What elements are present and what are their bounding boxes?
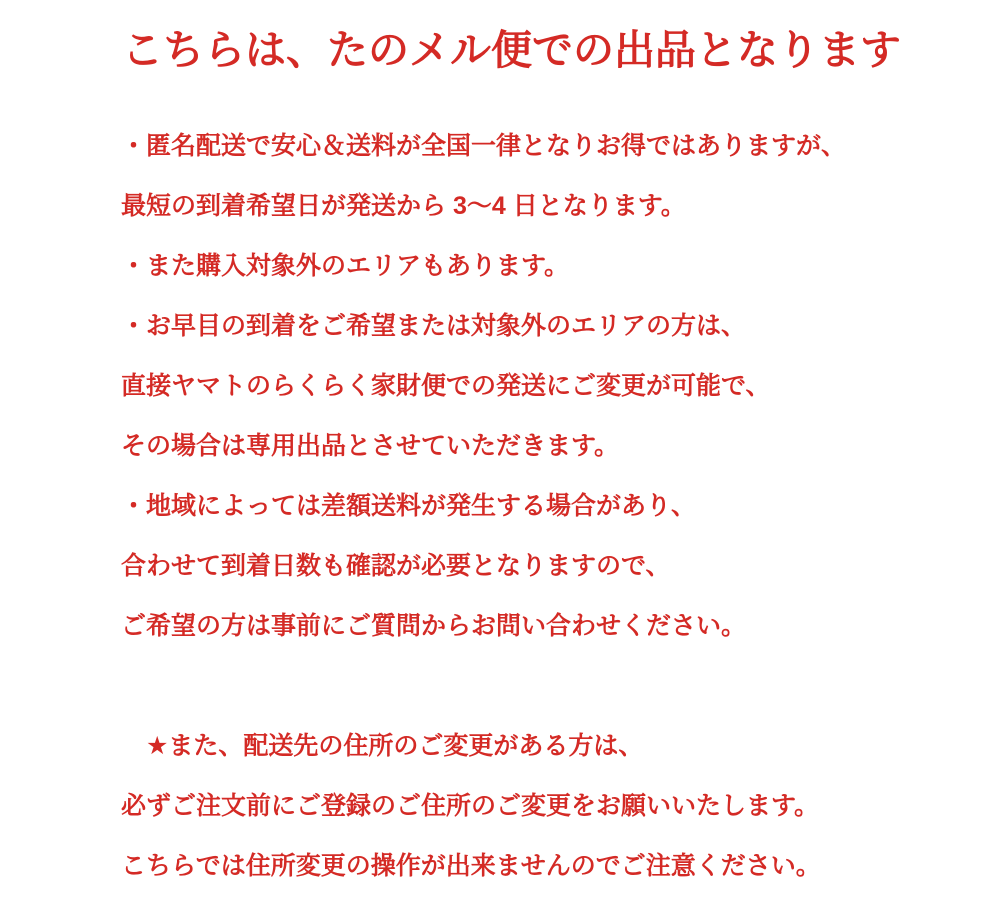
notice-line: ・また購入対象外のエリアもあります。 [121, 252, 570, 280]
notice-line: ・地域によっては差額送料が発生する場合があり、 [121, 492, 697, 520]
address-note-line: ★また、配送先の住所のご変更がある方は、 [121, 732, 644, 760]
notice-line: 最短の到着希望日が発送から 3～4 日となります。 [121, 192, 686, 220]
shipping-notice-section [0, 116, 992, 656]
notice-line: その場合は専用出品とさせていただきます。 [121, 432, 620, 460]
address-change-note-section [0, 716, 992, 896]
notice-line: 直接ヤマトのらくらく家財便での発送にご変更が可能で、 [121, 372, 771, 400]
address-note-line: こちらでは住所変更の操作が出来ませんのでご注意ください。 [121, 852, 821, 880]
notice-line: ご希望の方は事前にご質問からお問い合わせください。 [121, 612, 747, 640]
page-title: こちらは、たのメル便での出品となります [122, 27, 901, 73]
notice-line: ・お早目の到着をご希望または対象外のエリアの方は、 [121, 312, 747, 340]
notice-line: ・匿名配送で安心＆送料が全国一律となりお得ではありますが、 [121, 132, 847, 160]
notice-line: 合わせて到着日数も確認が必要となりますので、 [121, 552, 671, 580]
address-note-line: 必ずご注文前にご登録のご住所のご変更をお願いいたします。 [121, 792, 820, 820]
